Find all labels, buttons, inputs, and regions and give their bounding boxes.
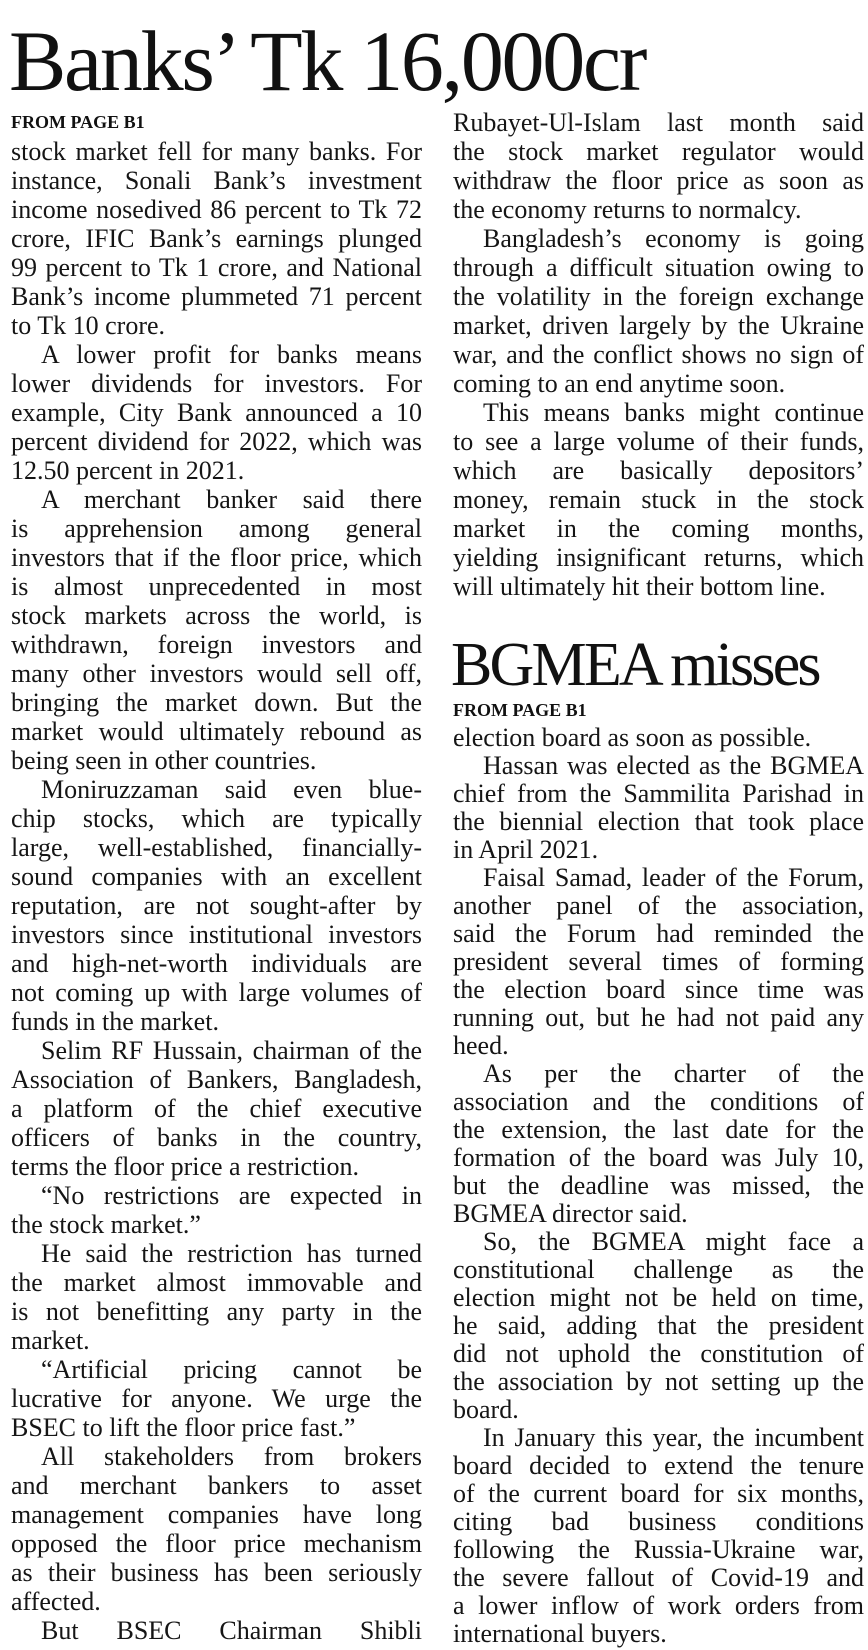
text-line: did not uphold the constitution of — [453, 1340, 864, 1368]
paragraph — [11, 485, 422, 775]
paragraph — [453, 1424, 864, 1648]
text-line: election board as soon as possible. — [453, 724, 812, 752]
text-line: BGMEA director said. — [453, 1200, 688, 1228]
text-line: coming to an end anytime soon. — [453, 369, 786, 398]
text-line: and merchant bankers to asset — [11, 1471, 422, 1500]
text-line: but the deadline was missed, the — [453, 1172, 864, 1200]
text-line: He said the restriction has turned — [41, 1239, 422, 1268]
text-line: through a difficult situation owing to — [453, 253, 864, 282]
text-line: market would ultimately rebound as — [11, 717, 422, 746]
text-line: money, remain stuck in the stock — [453, 485, 864, 514]
text-line: he said, adding that the president — [453, 1312, 864, 1340]
paragraph — [453, 724, 864, 752]
text-line: to see a large volume of their funds, — [453, 427, 864, 456]
paragraph — [11, 1355, 422, 1442]
text-line: president several times of forming — [453, 948, 864, 976]
text-line: formation of the board was July 10, — [453, 1144, 864, 1172]
text-line: affected. — [11, 1587, 101, 1616]
text-line: which are basically depositors’ — [453, 456, 864, 485]
paragraph — [453, 864, 864, 1060]
text-line: constitutional challenge as the — [453, 1256, 864, 1284]
text-line: war, and the conflict shows no sign of — [453, 340, 864, 369]
paragraph — [11, 340, 422, 485]
text-line: BSEC to lift the floor price fast.” — [11, 1413, 356, 1442]
text-line: terms the floor price a restriction. — [11, 1152, 359, 1181]
text-line: running out, but he had not paid any — [453, 1004, 864, 1032]
headline-bgmea: BGMEA misses — [451, 631, 819, 699]
text-line: chief from the Sammilita Parishad in — [453, 780, 864, 808]
text-line: This means banks might continue — [483, 398, 864, 427]
text-line: management companies have long — [11, 1500, 422, 1529]
text-line: another panel of the association, — [453, 892, 864, 920]
text-line: officers of banks in the country, — [11, 1123, 422, 1152]
text-line: “Artificial pricing cannot be — [41, 1355, 422, 1384]
text-line: market. — [11, 1326, 90, 1355]
text-line: In January this year, the incumbent — [483, 1424, 864, 1452]
text-line: A merchant banker said there — [41, 485, 422, 514]
text-line: to Tk 10 crore. — [11, 311, 166, 340]
jump-label: FROM PAGE B1 — [453, 700, 587, 720]
text-line: following the Russia-Ukraine war, — [453, 1536, 864, 1564]
paragraph — [11, 1442, 422, 1616]
headline-banks: Banks’ Tk 16,000cr — [9, 13, 646, 109]
text-line: bringing the market down. But the — [11, 688, 422, 717]
text-line: So, the BGMEA might face a — [483, 1228, 864, 1256]
text-line: Selim RF Hussain, chairman of the — [41, 1036, 422, 1065]
text-line: the extension, the last date for the — [453, 1116, 864, 1144]
text-line: said the Forum had reminded the — [453, 920, 864, 948]
text-line: the association by not setting up the — [453, 1368, 864, 1396]
text-line: lower dividends for investors. For — [11, 369, 422, 398]
text-line: the biennial election that took place — [453, 808, 864, 836]
text-line: many other investors would sell off, — [11, 659, 422, 688]
text-line: withdrawn, foreign investors and — [11, 630, 422, 659]
text-line: chip stocks, which are typically — [11, 804, 422, 833]
text-line: funds in the market. — [11, 1007, 219, 1036]
text-line: the stock market regulator would — [453, 137, 864, 166]
paragraph — [453, 108, 864, 224]
text-line: income nosedived 86 percent to Tk 72 — [11, 195, 422, 224]
paragraph — [11, 1036, 422, 1181]
text-line: example, City Bank announced a 10 — [11, 398, 422, 427]
text-line: election might not be held on time, — [453, 1284, 864, 1312]
paragraph — [453, 1060, 864, 1228]
text-line: A lower profit for banks means — [41, 340, 422, 369]
text-line: is apprehension among general — [11, 514, 422, 543]
text-line: international buyers. — [453, 1620, 667, 1648]
paragraph — [453, 752, 864, 864]
text-line: Moniruzzaman said even blue- — [41, 775, 422, 804]
text-line: the severe fallout of Covid-19 and — [453, 1564, 864, 1592]
text-line: 12.50 percent in 2021. — [11, 456, 245, 485]
text-line: All stakeholders from brokers — [41, 1442, 422, 1471]
text-line: percent dividend for 2022, which was — [11, 427, 422, 456]
text-line: stock markets across the world, is — [11, 601, 422, 630]
text-line: market in the coming months, — [453, 514, 864, 543]
jump-label: FROM PAGE B1 — [11, 112, 145, 132]
text-line: instance, Sonali Bank’s investment — [11, 166, 422, 195]
text-line: crore, IFIC Bank’s earnings plunged — [11, 224, 422, 253]
text-line: of the current board for six months, — [453, 1480, 864, 1508]
text-line: Faisal Samad, leader of the Forum, — [483, 864, 864, 892]
column-bgmea — [453, 697, 864, 1648]
text-line: a lower inflow of work orders from — [453, 1592, 864, 1620]
paragraph — [11, 1181, 422, 1239]
text-line: is not benefitting any party in the — [11, 1297, 422, 1326]
text-line: market, driven largely by the Ukraine — [453, 311, 864, 340]
paragraph — [11, 137, 422, 340]
text-line: heed. — [453, 1032, 509, 1060]
text-line: As per the charter of the — [483, 1060, 864, 1088]
paragraph — [453, 224, 864, 398]
column-right — [453, 108, 864, 601]
text-line: the stock market.” — [11, 1210, 201, 1239]
text-line: 99 percent to Tk 1 crore, and National — [11, 253, 422, 282]
text-line: board decided to extend the tenure — [453, 1452, 864, 1480]
text-line: a platform of the chief executive — [11, 1094, 422, 1123]
text-line: Rubayet-Ul-Islam last month said — [453, 108, 864, 137]
text-line: the election board since time was — [453, 976, 864, 1004]
text-line: in April 2021. — [453, 836, 599, 864]
text-line: not coming up with large volumes of — [11, 978, 422, 1007]
text-line: Bank’s income plummeted 71 percent — [11, 282, 422, 311]
text-line: investors that if the floor price, which — [11, 543, 422, 572]
text-line: is almost unprecedented in most — [11, 572, 422, 601]
text-line: the market almost immovable and — [11, 1268, 422, 1297]
paragraph — [11, 1616, 422, 1645]
text-line: opposed the floor price mechanism — [11, 1529, 422, 1558]
text-line: investors since institutional investors — [11, 920, 422, 949]
text-line: board. — [453, 1396, 519, 1424]
text-line: “No restrictions are expected in — [41, 1181, 422, 1210]
text-line: the volatility in the foreign exchange — [453, 282, 864, 311]
text-line: lucrative for anyone. We urge the — [11, 1384, 422, 1413]
text-line: being seen in other countries. — [11, 746, 317, 775]
paragraph — [11, 775, 422, 1036]
text-line: Association of Bankers, Bangladesh, — [11, 1065, 422, 1094]
text-line: But BSEC Chairman Shibli — [41, 1616, 422, 1645]
text-line: will ultimately hit their bottom line. — [453, 572, 826, 601]
text-line: sound companies with an excellent — [11, 862, 422, 891]
text-line: stock market fell for many banks. For — [11, 137, 422, 166]
paragraph — [453, 398, 864, 601]
text-line: reputation, are not sought-after by — [11, 891, 422, 920]
text-line: withdraw the floor price as soon as — [453, 166, 864, 195]
text-line: Hassan was elected as the BGMEA — [483, 752, 864, 780]
text-line: the economy returns to normalcy. — [453, 195, 802, 224]
column-left — [11, 108, 422, 1645]
text-line: large, well-established, financially- — [11, 833, 422, 862]
text-line: yielding insignificant returns, which — [453, 543, 864, 572]
text-line: Bangladesh’s economy is going — [483, 224, 864, 253]
paragraph — [11, 1239, 422, 1355]
text-line: as their business has been seriously — [11, 1558, 422, 1587]
paragraph — [453, 1228, 864, 1424]
text-line: citing bad business conditions — [453, 1508, 864, 1536]
text-line: association and the conditions of — [453, 1088, 864, 1116]
text-line: and high-net-worth individuals are — [11, 949, 422, 978]
